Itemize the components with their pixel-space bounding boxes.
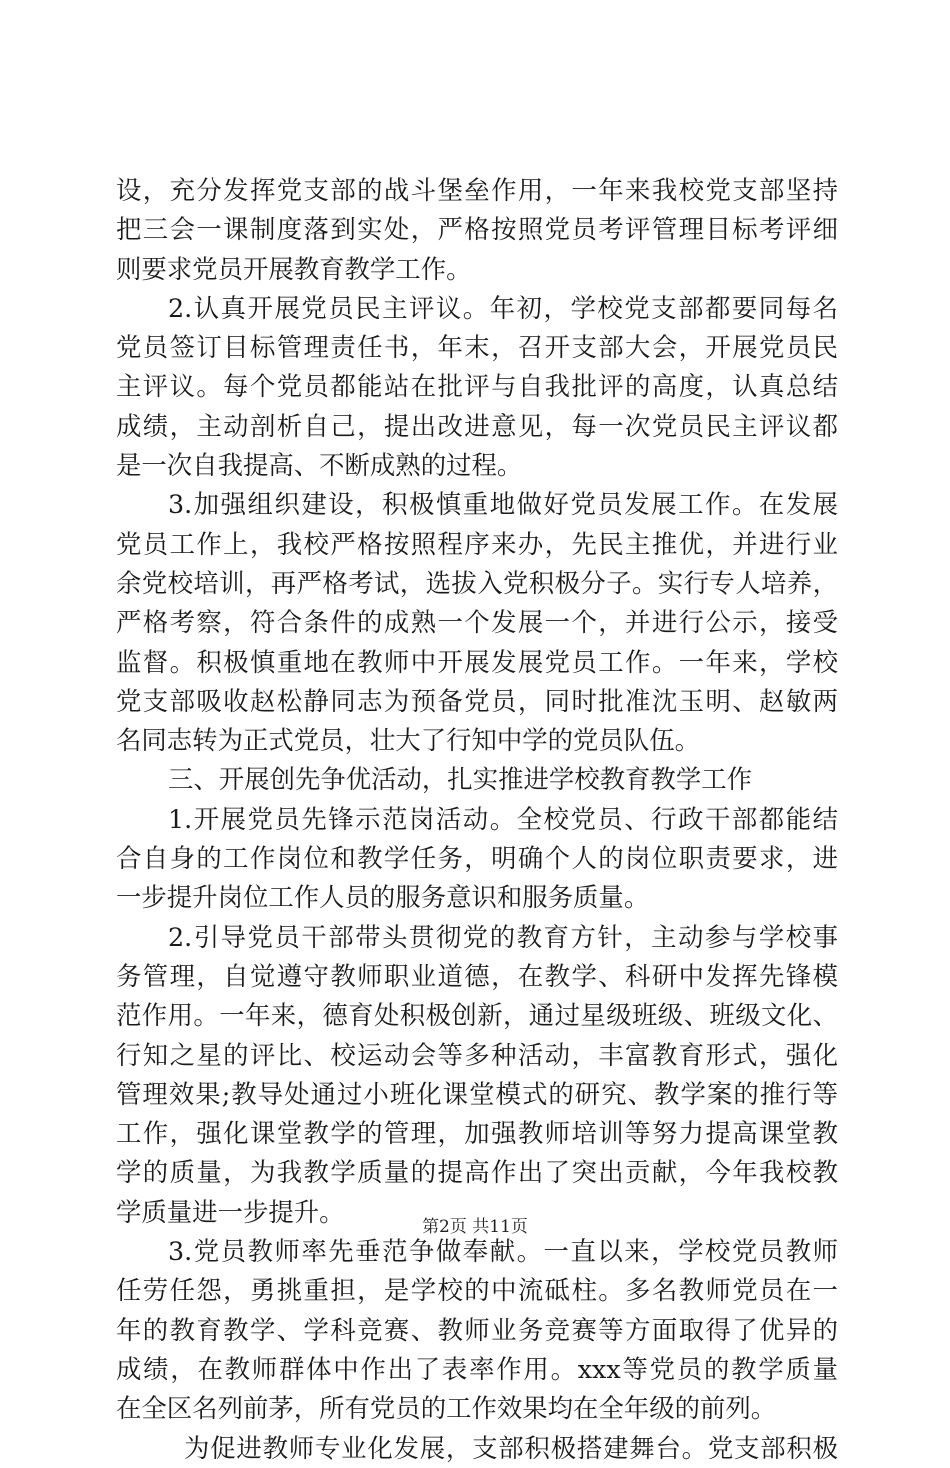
text-line: 把三会一课制度落到实处，严格按照党员考评管理目标考评细: [116, 214, 838, 245]
text-line: 余党校培训，再严格考试，选拔入党积极分子。实行专人培养，: [116, 567, 838, 598]
text-line: 2.引导党员干部带头贯彻党的教育方针，主动参与学校事: [168, 921, 838, 952]
text-line: 学的质量，为我教学质量的提高作出了突出贡献，今年我校教: [116, 1157, 838, 1188]
text-line: 务管理，自觉遵守教师职业道德，在教学、科研中发挥先锋模: [116, 960, 838, 991]
text-line: 是一次自我提高、不断成熟的过程。: [116, 450, 523, 481]
text-line: 监督。积极慎重地在教师中开展发展党员工作。一年来，学校: [116, 646, 838, 677]
text-line: 名同志转为正式党员，壮大了行知中学的党员队伍。: [116, 725, 700, 756]
text-line: 行知之星的评比、校运动会等多种活动，丰富教育形式，强化: [116, 1039, 838, 1070]
section-heading: 三、开展创先争优活动，扎实推进学校教育教学工作: [168, 764, 752, 795]
text-line: 年的教育教学、学科竞赛、教师业务竞赛等方面取得了优异的: [116, 1314, 838, 1345]
text-line: 学质量进一步提升。: [116, 1196, 345, 1227]
text-line: 主评议。每个党员都能站在批评与自我批评的高度，认真总结: [116, 371, 838, 402]
text-line: 工作，强化课堂教学的管理，加强教师培训等努力提高课堂教: [116, 1118, 838, 1149]
text-line: 为促进教师专业化发展，支部积极搭建舞台。党支部积极: [184, 1432, 838, 1463]
text-line: 一步提升岗位工作人员的服务意识和服务质量。: [116, 882, 650, 913]
text-line: 党员签订目标管理责任书，年末，召开支部大会，开展党员民: [116, 332, 838, 363]
page-number-footer: 第2页 共11页: [422, 1217, 528, 1237]
text-line: 1.开展党员先锋示范岗活动。全校党员、行政干部都能结: [168, 803, 838, 834]
text-line: 在全区名列前茅，所有党员的工作效果均在全年级的前列。: [116, 1393, 777, 1424]
text-line: 3.加强组织建设，积极慎重地做好党员发展工作。在发展: [168, 489, 838, 520]
text-line: 管理效果;教导处通过小班化课堂模式的研究、教学案的推行等: [116, 1078, 838, 1109]
text-line: 则要求党员开展教育教学工作。: [116, 253, 472, 284]
text-line: 党支部吸收赵松静同志为预备党员，同时批准沈玉明、赵敏两: [116, 685, 838, 716]
text-line: 3.党员教师率先垂范争做奉献。一直以来，学校党员教师: [168, 1236, 838, 1267]
text-line: 党员工作上，我校严格按照程序来办，先民主推优，并进行业: [116, 528, 838, 559]
text-line: 2.认真开展党员民主评议。年初，学校党支部都要同每名: [168, 292, 838, 323]
text-line: 成绩，在教师群体中作出了表率作用。xxx等党员的教学质量: [116, 1353, 838, 1384]
text-line: 合自身的工作岗位和教学任务，明确个人的岗位职责要求，进: [116, 843, 838, 874]
text-line: 成绩，主动剖析自己，提出改进意见，每一次党员民主评议都: [116, 410, 838, 441]
text-line: 任劳任怨，勇挑重担，是学校的中流砥柱。多名教师党员在一: [116, 1275, 838, 1306]
text-line: 范作用。一年来，德育处积极创新，通过星级班级、班级文化、: [116, 1000, 838, 1031]
text-line: 设，充分发挥党支部的战斗堡垒作用，一年来我校党支部坚持: [116, 175, 838, 205]
document-body: [116, 171, 838, 1468]
text-line: 严格考察，符合条件的成熟一个发展一个，并进行公示，接受: [116, 607, 838, 638]
